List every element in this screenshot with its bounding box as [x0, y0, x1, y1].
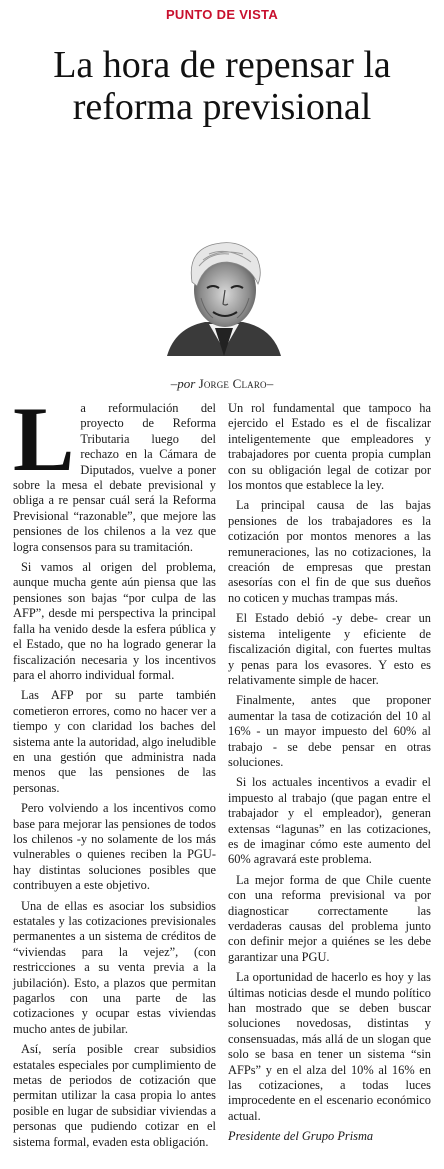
article-paragraph: Si los actuales incentivos a evadir el impuesto al trabajo (que pagan entre el trabajador y el empleador), generan extensas “lagunas” en las cotizaciones, es de imaginar cómo este aumento del 60% agravará este problema. — [228, 775, 431, 867]
article-paragraph: Finalmente, antes que proponer aumentar la tasa de cotización del 10 al 16% - un mayor impuesto del 60% al trabajo - se debe pensar en otras soluciones. — [228, 693, 431, 769]
byline-prefix: –por — [170, 376, 196, 391]
byline-suffix: – — [266, 376, 274, 391]
article-paragraph: Un rol fundamental que tampoco ha ejercido el Estado es el de fiscalizar inteligentemente que empleadores y trabajadores por cuenta propia cumplan con su obligación legal de cotizar por los montos que establece la ley. — [228, 401, 431, 493]
article-paragraph: La oportunidad de hacerlo es hoy y las últimas noticias desde el mundo político han mostrado que se deben buscar soluciones novedosas, distintas y consensuadas, más allá de un slogan que solo se basa en tener un sistema “sin AFPs” y en el alza del 10% al 16% en las cotizaciones, a todas luces improcedente en el escenario económico actual. — [228, 970, 431, 1123]
article-paragraph: Las AFP por su parte también cometieron errores, como no hacer ver a tiempo y con claridad los baches del sistema ante la autoridad, algo ineludible en una gestión que administra nada menos que las pensiones de las personas. — [13, 688, 217, 795]
article-body — [13, 388, 431, 1149]
article-column-right — [228, 401, 431, 1144]
article-paragraph: Pero volviendo a los incentivos como base para mejorar las pensiones de todos los chilenos -y no solamente de los más vulnerables o quienes reciben la PGU- hay distintas soluciones posibles que contribuyen a este objetivo. — [13, 801, 216, 893]
article-paragraph: Así, sería posible crear subsidios estatales especiales por cumplimiento de metas de periodos de cotización que permitan utilizar la casa propia lo antes posible en lugar de subsidiar viviendas a personas que pudiendo cotizar en el sistema formal, evaden esta obligación. — [13, 1042, 216, 1149]
author-portrait — [165, 232, 283, 356]
drop-cap: L — [13, 388, 75, 490]
article-column-left — [13, 388, 217, 1149]
article-paragraph: El Estado debió -y debe- crear un sistema inteligente y eficiente de fiscalización digital, con fuertes multas y penas para los evasores. Y esto es relativamente simple de hacer. — [228, 611, 431, 687]
article-paragraph: La principal causa de las bajas pensiones de los trabajadores es la cotización por montos menores a las remuneraciones, las no cotizaciones, la creación de empresas que prestan asesorías con el fin de que sus dueños no coticen y muchas trampas más. — [228, 498, 431, 605]
article-paragraph: La reformulación del proyecto de Reforma Tributaria luego del rechazo en la Cámara de Diputados, vuelve a poner sobre la mesa el debate previsional y obliga a re pensar cuál será la Reforma Previsional “razonable”, que mejore las pensiones de los chilenos a la vez que logra consensos para su tramitación. — [13, 388, 216, 554]
byline-author: Jorge Claro — [198, 376, 267, 391]
article-paragraph: Si vamos al origen del problema, aunque mucha gente aún piensa que las pensiones son bajas “por culpa de las AFP”, desde mi perspectiva la principal falla ha venido desde la esfera pública y el Estado, que no ha logrado generar la fiscalización necesaria y los incentivos para el ahorro individual formal. — [13, 560, 216, 682]
section-label: PUNTO DE VISTA — [165, 7, 279, 22]
author-signature: Presidente del Grupo Prisma — [228, 1129, 374, 1144]
headline: La hora de repensar la reforma previsional — [53, 44, 391, 128]
article-paragraph: Una de ellas es asociar los subsidios estatales y las cotizaciones previsionales permanentes a un sistema de créditos de “viviendas para la vejez”, (con restricciones a su venta previa a la jubilación). Esto, a plazos que permitan pagarlos con una parte de las cotizaciones y ocupar estas viviendas mucho antes de jubilar. — [13, 898, 216, 1036]
article-paragraph: La mejor forma de que Chile cuente con una reforma previsional va por diagnosticar correctamente las verdaderas causas del problema junto con definir mejor a quiénes se les debe garantizar una PGU. — [228, 872, 431, 964]
